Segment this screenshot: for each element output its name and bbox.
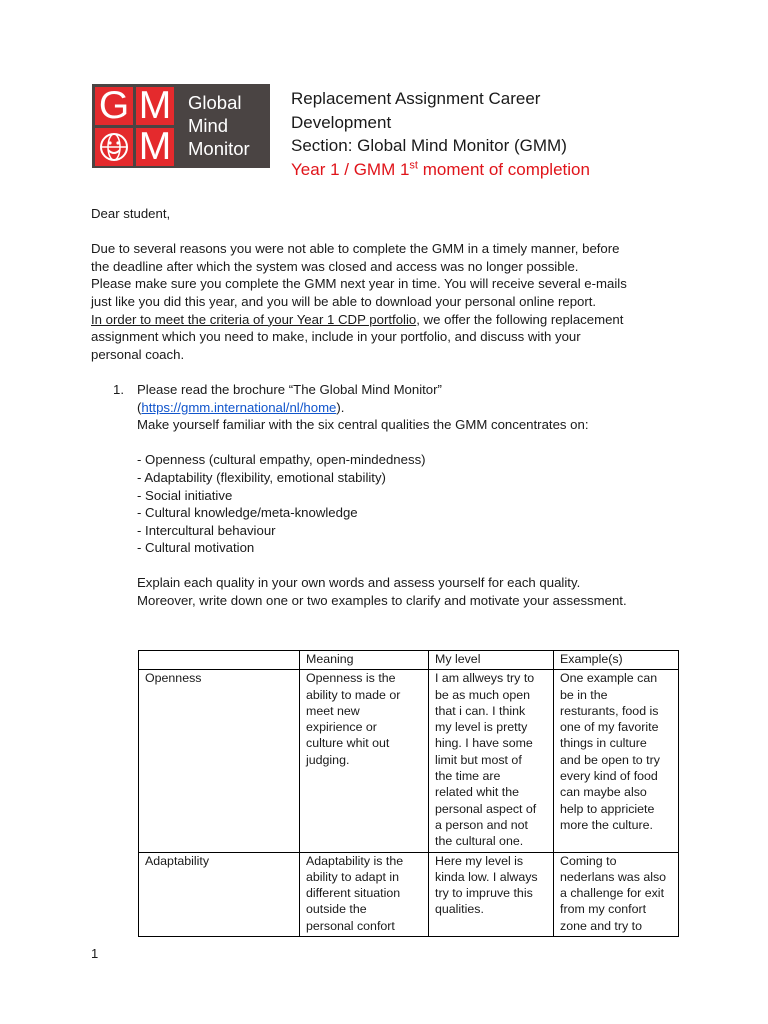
- cell-line: can maybe also: [560, 785, 647, 800]
- logo-word-global: Global: [188, 92, 242, 113]
- title-line-2: Development: [291, 112, 392, 132]
- qualities-table: [138, 650, 679, 937]
- title-superscript: st: [409, 158, 418, 171]
- portfolio-criteria-underlined: In order to meet the criteria of your Year 1 CDP portfolio: [91, 311, 417, 327]
- paragraph-1-line-1: Due to several reasons you were not able to complete the GMM in a timely manner, before: [91, 241, 620, 257]
- quality-cell: Adaptability: [139, 852, 300, 936]
- cell-line: help to appriciete: [560, 801, 655, 816]
- cell-line: related whit the: [435, 785, 520, 800]
- title-line-1: Replacement Assignment Career: [291, 89, 541, 108]
- brochure-instruction: Please read the brochure “The Global Mind Monitor”: [137, 381, 442, 397]
- title-moment-label: moment of completion: [417, 159, 590, 179]
- cell-line: the time are: [435, 769, 501, 784]
- title-line-3: Section: Global Mind Monitor (GMM): [291, 136, 567, 155]
- list-number: 1.: [113, 381, 124, 397]
- quality-item: - Adaptability (flexibility, emotional stability): [137, 469, 386, 485]
- globe-smiley-icon: [95, 128, 133, 166]
- example-cell: [554, 670, 679, 852]
- cell-line: One example can: [560, 671, 658, 686]
- table-header-row: [139, 651, 679, 670]
- cell-line: a person and not: [435, 817, 529, 832]
- cell-line: every kind of food: [560, 769, 658, 784]
- cell-line: be as much open: [435, 687, 531, 702]
- cell-line: more the culture.: [560, 817, 653, 832]
- quality-item: - Cultural knowledge/meta-knowledge: [137, 505, 358, 521]
- cell-line: things in culture: [560, 736, 647, 751]
- table-row: [139, 670, 679, 852]
- cell-line: kinda low. I always: [435, 869, 538, 884]
- logo-wordmark: [188, 91, 250, 160]
- logo-letter-m-top: M: [136, 87, 174, 125]
- link-open-paren: (: [137, 399, 142, 415]
- cell-line: personal confort: [306, 918, 395, 933]
- cell-line: hing. I have some: [435, 736, 533, 751]
- paragraph-3-rest: , we offer the following replacement: [416, 311, 624, 327]
- gmm-logo: [92, 84, 270, 168]
- cell-line: try to impruve this: [435, 886, 533, 901]
- cell-line: one of my favorite: [560, 720, 659, 735]
- cell-line: zone and try to: [560, 918, 642, 933]
- paragraph-1-line-2: the deadline after which the system was closed and access was no longer possible.: [91, 258, 579, 274]
- meaning-cell: [300, 670, 429, 852]
- level-cell: [429, 852, 554, 936]
- header-cell-examples: Example(s): [554, 651, 679, 670]
- letter-body: [91, 205, 691, 610]
- cell-line: that i can. I think: [435, 703, 526, 718]
- cell-line: ability to made or: [306, 687, 401, 702]
- cell-line: nederlans was also: [560, 869, 667, 884]
- quality-item: - Cultural motivation: [137, 540, 255, 556]
- logo-letter-m-bottom: M: [136, 128, 174, 166]
- cell-line: I am allweys try to: [435, 671, 535, 686]
- cell-line: Coming to: [560, 853, 617, 868]
- gmm-website-link[interactable]: https://gmm.international/nl/home: [141, 399, 337, 415]
- logo-word-monitor: Monitor: [188, 138, 250, 159]
- cell-line: Here my level is: [435, 853, 524, 868]
- paragraph-2-line-2: just like you did this year, and you will be able to download your personal online report.: [91, 293, 597, 309]
- list-item-1: [91, 381, 691, 610]
- cell-line: be in the: [560, 687, 608, 702]
- quality-item: - Social initiative: [137, 487, 233, 503]
- cell-line: the cultural one.: [435, 834, 524, 849]
- cell-line: and be open to try: [560, 752, 660, 767]
- logo-letter-g: G: [95, 87, 133, 125]
- familiar-instruction: Make yourself familiar with the six central qualities the GMM concentrates on:: [137, 417, 589, 433]
- cell-line: meet new: [306, 703, 360, 718]
- example-cell: [554, 852, 679, 936]
- header-cell-empty: [139, 651, 300, 670]
- document-title: [291, 87, 590, 181]
- paragraph-3-line-1: [91, 311, 691, 329]
- level-cell: [429, 670, 554, 852]
- link-line: [137, 399, 691, 417]
- quality-item: - Openness (cultural empathy, open-mindedness): [137, 452, 426, 468]
- cell-line: qualities.: [435, 902, 484, 917]
- cell-line: my level is pretty: [435, 720, 528, 735]
- paragraph-3-line-2: assignment which you need to make, include in your portfolio, and discuss with your: [91, 329, 581, 345]
- explain-instruction-2: Moreover, write down one or two examples to clarify and motivate your assessment.: [137, 593, 627, 609]
- cell-line: a challenge for exit: [560, 886, 665, 901]
- cell-line: judging.: [306, 752, 350, 767]
- cell-line: Adaptability is the: [306, 853, 404, 868]
- cell-line: different situation: [306, 886, 401, 901]
- cell-line: from my confort: [560, 902, 647, 917]
- header-cell-my-level: My level: [429, 651, 554, 670]
- cell-line: expirience or: [306, 720, 377, 735]
- title-year-label: Year 1 / GMM 1: [291, 159, 410, 179]
- cell-line: personal aspect of: [435, 801, 537, 816]
- explain-instruction-1: Explain each quality in your own words and assess yourself for each quality.: [137, 575, 581, 591]
- logo-word-mind: Mind: [188, 115, 229, 136]
- cell-line: ability to adapt in: [306, 869, 399, 884]
- paragraph-3-line-3: personal coach.: [91, 346, 185, 362]
- paragraph-2-line-1: Please make sure you complete the GMM next year in time. You will receive several e-mails: [91, 276, 627, 292]
- quality-cell: Openness: [139, 670, 300, 852]
- cell-line: culture whit out: [306, 736, 390, 751]
- cell-line: resturants, food is: [560, 703, 659, 718]
- header-cell-meaning: Meaning: [300, 651, 429, 670]
- cell-line: limit but most of: [435, 752, 522, 767]
- link-close-paren: ).: [336, 399, 345, 415]
- table-row: [139, 852, 679, 936]
- greeting: Dear student,: [91, 206, 171, 221]
- title-line-4: [291, 158, 590, 182]
- cell-line: outside the: [306, 902, 367, 917]
- page-number: 1: [91, 946, 99, 961]
- cell-line: Openness is the: [306, 671, 396, 686]
- quality-item: - Intercultural behaviour: [137, 522, 276, 538]
- meaning-cell: [300, 852, 429, 936]
